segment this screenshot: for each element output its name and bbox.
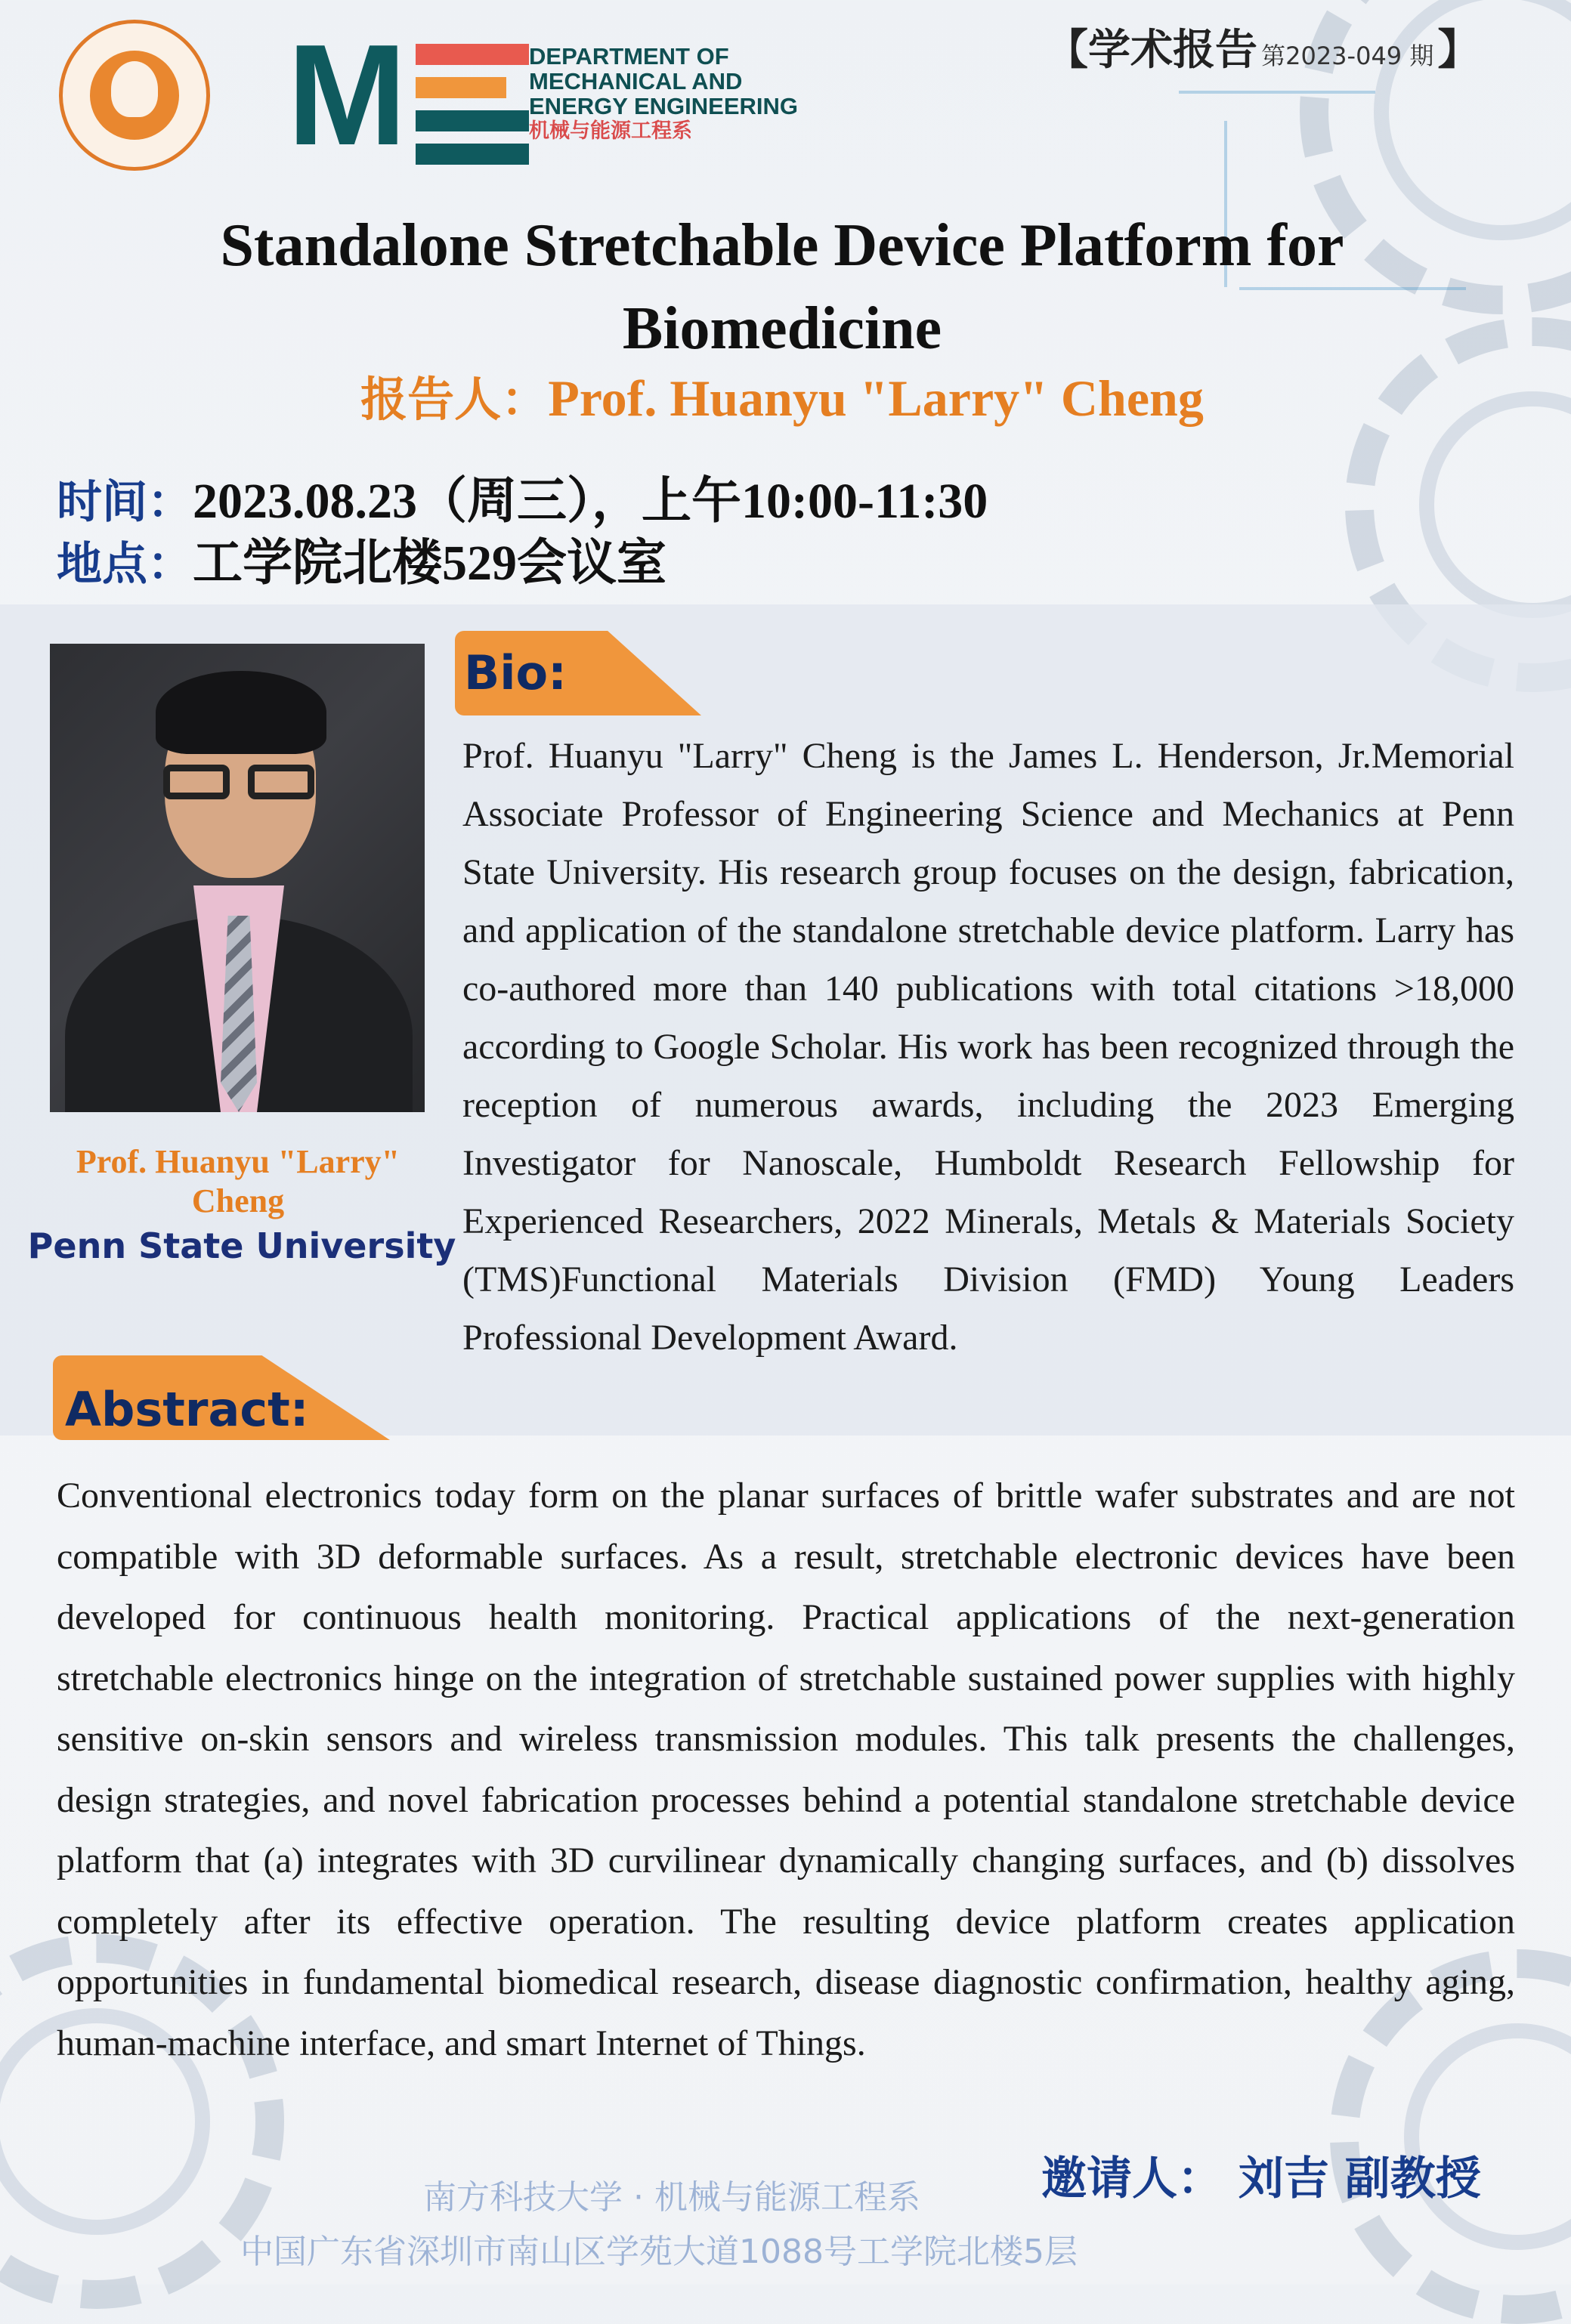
dept-line-2: MECHANICAL AND [529,68,743,94]
speaker-name: Prof. Huanyu "Larry" Cheng [548,369,1204,427]
abstract-text: Conventional electronics today form on the planar surfaces of brittle wafer substrates and are not compatible with 3D deformable surfaces. As a result, stretchable electronic devices have been developed for continuous health monitoring. Practical applications of the next-generation stretchable electronics hinge on the integration of stretchable sustained power supplies with highly sensitive on-skin sensors and wireless transmission modules. This talk presents the challenges, design strategies, and novel fabrication processes behind a potential standalone stretchable device platform that (a) integrates with 3D curvilinear dynamically changing surfaces, and (b) dissolves completely after its effective operation. The resulting device platform creates application opportunities in fundamental biomedical research, disease diagnostic confirmation, healthy aging, human-machine interface, and smart Internet of Things. [57,1476,1515,2063]
place-label: 地点： [57,538,193,591]
speaker-label: 报告人： [360,372,549,427]
series-tag [1046,17,1480,77]
inviter: 邀请人： 刘吉 副教授 [1041,2152,1481,2205]
me-department-logo [287,15,799,175]
place-value: 工学院北楼529会议室 [193,536,666,591]
circuit-line [1179,91,1375,94]
photo-glasses [163,765,319,802]
dept-line-3: ENERGY ENGINEERING [529,93,799,119]
bio-heading: Bio: [464,645,567,700]
me-logo-letter: M [287,15,401,175]
speaker-photo [50,644,425,1112]
series-close-bracket: 】 [1437,26,1480,75]
series-number: 第2023-049 期 [1261,42,1434,70]
time-label: 时间： [57,476,193,529]
time-line [57,471,988,533]
photo-hair [156,671,326,754]
speaker-line [106,364,1458,434]
talk-title: Standalone Stretchable Device Platform for Biomedicine [220,212,1344,362]
dept-name-zh: 机械与能源工程系 [529,119,692,142]
footer-department: 南方科技大学 · 机械与能源工程系 [423,2178,920,2217]
series-label: 【学术报告 [1046,26,1257,75]
torch-icon [111,61,158,117]
abstract-heading: Abstract: [65,1382,309,1437]
university-seal-logo [59,20,210,171]
me-logo-bars [416,44,529,165]
photo-caption-name: Prof. Huanyu "Larry" Cheng [76,1143,400,1219]
photo-caption-university: Penn State University [27,1225,456,1266]
dept-line-1: DEPARTMENT OF [529,43,729,70]
time-value: 2023.08.23（周三），上午10:00-11:30 [193,474,988,529]
department-name [529,44,798,144]
place-line [57,533,666,595]
bio-text: Prof. Huanyu "Larry" Cheng is the James L. Henderson, Jr.Memorial Associate Professor of Engineering Science and Mechanics at Penn State University. His research group focuses on the design, fabrication, and application of the standalone stretchable device platform. Larry has co-authored more than 140 publications with total citations >18,000 according to Google Scholar. His work has been recognized through the reception of numerous awards, including the 2023 Emerging Investigator for Nanoscale, Humboldt Research Fellowship for Experienced Researchers, 2022 Minerals, Metals & Materials Society (TMS)Functional Materials Division (FMD) Young Leaders Professional Development Award. [462,736,1514,1358]
footer-address: 中国广东省深圳市南山区学苑大道1088号工学院北楼5层 [240,2233,1078,2271]
